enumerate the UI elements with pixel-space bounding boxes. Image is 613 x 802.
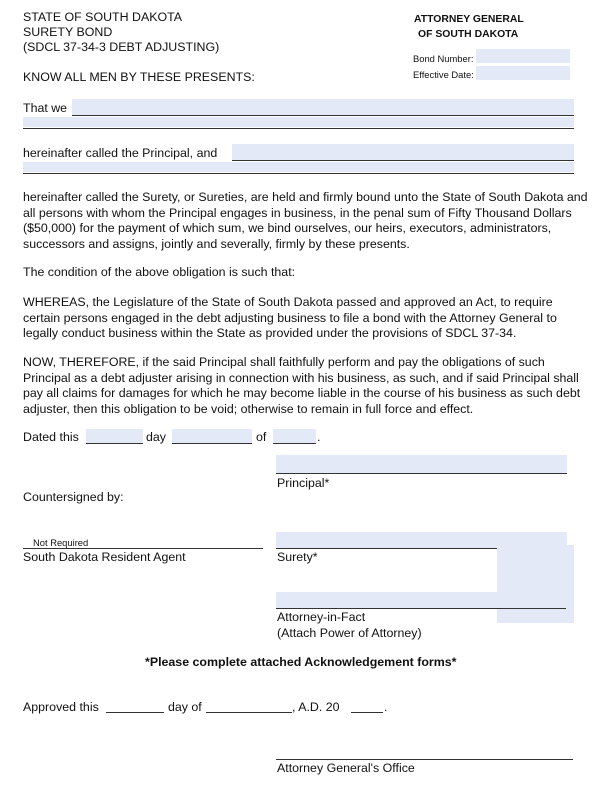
dated-day-field[interactable] (86, 429, 143, 443)
day-of-label: day of (168, 700, 202, 714)
ag-office-signature-line[interactable] (276, 759, 573, 760)
principal-address-line (23, 128, 574, 129)
resident-agent-line (23, 548, 263, 549)
surety-name-field[interactable] (232, 144, 574, 160)
resident-agent-label: South Dakota Resident Agent (23, 550, 186, 564)
attorney-in-fact-label: Attorney-in-Fact (277, 610, 366, 624)
whereas-paragraph: WHEREAS, the Legislature of the State of South Dakota passed and approved an Act, to require certain persons engaged in the debt adjusting business to file a bond with the Attorney General to legally conduct business within the State as provided under the provisions of SDCL 37-34. (23, 295, 557, 340)
dated-period: . (317, 430, 321, 444)
not-required-note: Not Required (33, 537, 89, 548)
bond-number-label: Bond Number: (413, 53, 474, 64)
effective-date-label: Effective Date: (413, 69, 474, 80)
that-we-label: That we (23, 101, 68, 115)
dated-year-field[interactable] (273, 429, 316, 443)
attach-poa-note: (Attach Power of Attorney) (277, 626, 422, 640)
attorney-in-fact-line (276, 608, 566, 609)
of-label: of (256, 430, 267, 444)
dated-month-field[interactable] (172, 429, 252, 443)
principal-signature-line (276, 473, 567, 474)
ag-line-2: OF SOUTH DAKOTA (418, 29, 519, 40)
bond-number-field[interactable] (476, 49, 570, 63)
now-therefore-paragraph: NOW, THEREFORE, if the said Principal shall faithfully perform and pay the obligations of such Principal as a debt adjuster arising in connection with his business, as such, and if said Principal shall pay all claims for damages for which he may become liable in the course of his business as such debt adjuster, then this obligation to be void; otherwise to remain in full force and effect. (23, 355, 581, 416)
day-label: day (146, 430, 166, 444)
countersigned-label: Countersigned by: (23, 490, 124, 504)
statute-reference: (SDCL 37-34-3 DEBT ADJUSTING) (23, 40, 220, 54)
ag-office-label: Attorney General's Office (277, 761, 415, 775)
approved-period: . (384, 700, 388, 714)
approved-this-label: Approved this (23, 700, 99, 714)
surety-name-underline (232, 160, 574, 161)
surety-signature-label: Surety* (277, 550, 318, 564)
attorney-general-header (414, 12, 524, 42)
principal-signature-label: Principal* (277, 476, 330, 490)
dated-year-underline (273, 443, 316, 444)
dated-day-underline (86, 443, 143, 444)
state-title: STATE OF SOUTH DAKOTA (23, 10, 183, 24)
surety-address-field[interactable] (23, 162, 574, 172)
bond-type-title: SURETY BOND (23, 25, 113, 39)
principal-and-label: hereinafter called the Principal, and (23, 146, 218, 160)
principal-address-field[interactable] (23, 117, 574, 127)
ad-label: , A.D. 20 (292, 700, 340, 714)
document-header (23, 10, 219, 55)
effective-date-field[interactable] (476, 66, 570, 80)
ag-line-1: ATTORNEY GENERAL (414, 14, 524, 25)
surety-paragraph: hereinafter called the Surety, or Sureties, are held and firmly bound unto the State of South Dakota and all persons with whom the Principal engages in business, in the penal sum of Fifty Thousand Dollars ($50,000) for the payment of which sum, we bind ourselves, our heirs, executors, administrators, successors and assigns, jointly and severally, firmly by these presents. (23, 190, 588, 251)
approved-day-field[interactable] (106, 712, 164, 713)
seal-area[interactable] (497, 545, 574, 623)
approved-year-field[interactable] (351, 712, 383, 713)
principal-name-field[interactable] (72, 99, 574, 115)
acknowledgement-notice: *Please complete attached Acknowledgement forms* (145, 655, 457, 669)
attorney-in-fact-field[interactable] (276, 592, 566, 608)
dated-this-label: Dated this (23, 430, 79, 444)
condition-text: The condition of the above obligation is such that: (23, 265, 296, 279)
dated-month-underline (172, 443, 252, 444)
surety-address-line (23, 173, 574, 174)
know-all-heading: KNOW ALL MEN BY THESE PRESENTS: (23, 70, 255, 84)
principal-name-underline (72, 115, 574, 116)
principal-signature-field[interactable] (276, 455, 567, 473)
approved-month-field[interactable] (206, 712, 292, 713)
